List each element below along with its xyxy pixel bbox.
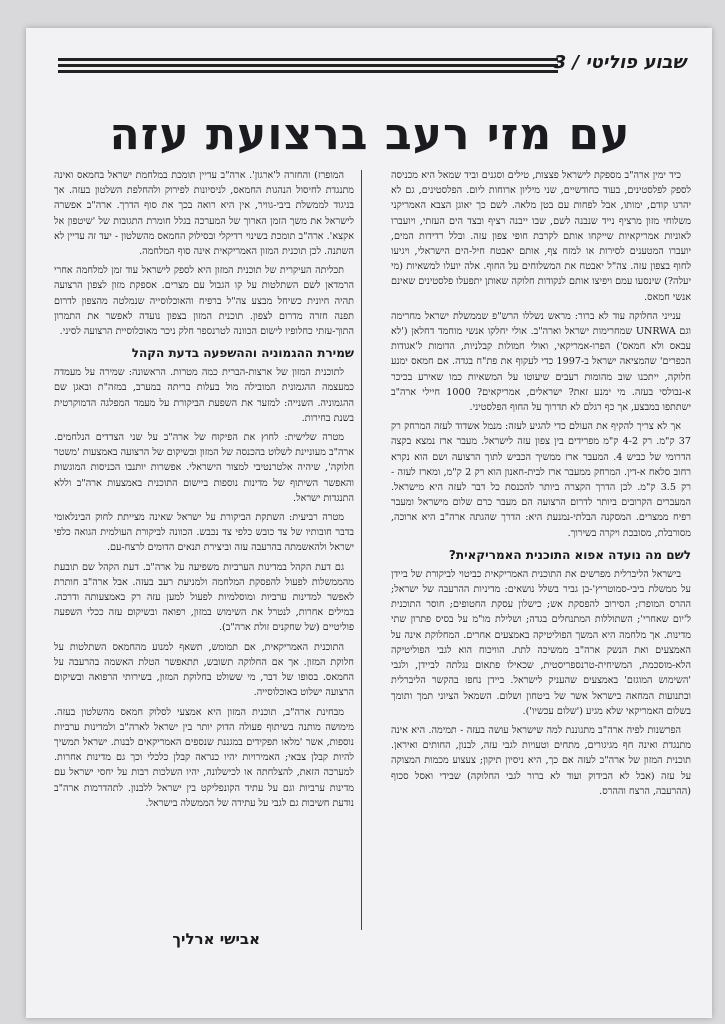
- paragraph: תכליתה העיקרית של תוכנית המזון היא לספק לישראל עוד זמן למלחמה אחרי הרמדאן לשם השתלטות על קו הגבול עם מצרים. אספקת מזון לצפון הרצועה תהיה חיונית כשיחל מבצע צה"ל ברפיח והאוכלוסייה שנמלטה מהצפון לדרום תפנה חזרה מדרום לצפון. תוכנית המזון בצפון נועדה לאפשר את התמרון התוך-עזתי כחלופיו לישום הכוונה לטרנספר חלק ניכר מאוכלוסיית הרצועה לסיני.: [54, 265, 354, 338]
- author-byline: אבישי ארליך: [172, 930, 260, 948]
- header-rule: [58, 58, 558, 61]
- paragraph: מבחינת ארה"ב, תוכנית המזון היא אמצעי לסלוק חמאס מהשלטון בעזה. מימושה מותנה בשיתוף פעולה הדוק יותר בין ישראל לארה"ב ולמדינות ערביות נוספות, אשר 'מלאו תפקידים במגננת שנספים האמריקאים לבנות. ישראל תמשיך להיות קבלן צבאי; האמירויות יהיו כנראה קבלן כלכלי וכך גם מדינות אחרות. למערכה הזאת, להצלחתה או לכישלונה, יהיו השלכות רבות על יחסי ישראל עם מדינות ערביות וגם על עתיד הקונפליקט בין ישראל ללבנון. לתהדרמות ארה"ב נודעת חשיבות גם לגבי על עתידה של הממשלה בישראל.: [54, 706, 354, 809]
- header-rule: [58, 64, 558, 67]
- article-column-right: [391, 168, 691, 918]
- paragraph: המופרז) והחזרה ל'ארגון'. ארה"ב עדיין תומכת במלחמת ישראל בחמאס ואינה מתנגדת לחיסול הנהגות החמאס, לניסיונות לפירוק ולהחלפת השלטון בעזה. אך בניגוד לממשלת ביבי-גוויר, אין היא רואה בכך את סוף הדרך. ארה"ב אפשרה לישראל את משך הזמן הארוך של המערכה בגלל חומרת התגובות של 'שיטפון אל אקצא'. ארה"ב תומכת בשינוי רדיקלי ובסילוק החמאס מהשלטון - יעד זה עדיין לא השתנה. לכן תוכנית המזון האמריקאית אינה סוף המלחמה.: [54, 170, 354, 258]
- paragraph: לתוכנית המזון של ארצות-הברית כמה מטרות. הראשונה: שמירה על מעמדה כמעצמה ההגמונית המובילה מול בעלות בריתה במערב, במזה"ת ובאגן שם ההגמוניה. השנייה: למזער את השפעת הביקורת על מעמד המפלגה הדמוקרטית בשנת בחירות.: [54, 367, 354, 424]
- paragraph: מטרה שלישית: לחוץ את הפיקוח של ארה"ב על שני הצדדים הנלחמים. ארה"ב מעוניינת לשלוט בהכנסה של המזון ובשיקום של הרצועה באמצעות 'משטר חלוקה', שיהיה אלטרנטיבי למצור הישראלי. אפשרות יותנבו הכניסות המוגשות והאפשר השיתוף של מדינות נוספות ביישום התוכנית באמצעות ארה"ב וללא התנגדות ישראל.: [54, 432, 354, 504]
- paragraph: אך לא צריך להקיף את העולם כדי להגיע לעזה: מנמל אשדוד לעזה המרחק רק 37 ק"מ. רק 4-2 ק"מ מפרידים בין צפון עזה לישראל. מעבר ארז נמצא בקצה הדרומי של כביש 4. המעבר ארז ממשיך הכביש לתוך הרצועה ושם הוא נקרא רחוב סלאח א-דין. המרחק ממעבר ארז לבית-חאנון הוא רק 2 ק"מ, ומארז לעזה - רק 3.5 ק"מ. לכן הדרך הקצרה ביותר להכנסת כל דבר לעזה היא מישראל. המעברים הקרובים ביותר לדרום הרצועה הם מעבר כרם שלום מישראל ומעבר רפיח ממצרים. המסקנה הבלתי-נמנעת היא: הדרך שהגתה ארה"ב היא ארוכה, מסורבלת, מסובכת ויקרה בשירוך.: [391, 421, 691, 539]
- paragraph: מטרה רביעית: השתקת הביקורת על ישראל שאינה מצייתת לחוק הבינלאומי בדבר חובותיו של צד כובש כלפי צד נכבש. הכוונה לביקורת העולמית הגואה כלפי ישראל ולהאשמתה בהרעבה עזה וביצירת תנאים הדומים לרצח-עם.: [54, 512, 354, 554]
- paragraph: התוכנית האמריקאית, אם תמומש, תשאף למנוע מהחמאס השתלטות על חלוקת המזון. אך אם החלוקה תשובש, תתאפשר הטלת האשמה בהרעבה על החמאס. בסופו של דבר, מי ששולט בחלוקת המזון, בשירותי הרפואה ובשיקום הרצועה ישלוט באוכלוסייה.: [54, 641, 354, 699]
- section-subheading: לשם מה נועדה אפוא התוכנית האמריקאית?: [448, 547, 691, 562]
- section-header: [58, 52, 694, 80]
- section-subheading: שמירת ההגמוניה וההשפעה בדעת הקהל: [131, 346, 354, 361]
- section-label: שבוע פוליטי / 3: [553, 52, 686, 73]
- paragraph: בישראל הליברלית מפרשים את התוכנית האמריקאית כביטוי לביקורת של ביידן על ממשלת ביבי-סמוטריץ'-בן גביר בשלל נושאים: מדיניות ההרעבה של ישראל; ההרס המופרז; הסירוב להפסקת אש; כישלון עסקת החטופים; חוסר התוכנית ל'יום שאחרי'; השתוללות המתנחלים בגדה; ושלילת מו"מ על בסיס פתרון שתי מדינות. אך מלחמה היא המשך הפוליטיקה באמצעים אחרים. המחלוקת אינה על האמצעים ואת הנשק ארה"ב ממשיכה לתת. הוויכוח הוא לגבי הפוליטיקה הלא-מוסכמת, המשיחית-טרנספריסטית, שכאילו פתאום נגלתה לביידן, ולגבי 'השימוש המוגזם' באמצעים שהעניק לישראל. ביידן נחפז בהקשר הליברלית ובתנועות המחאה בישראל אשר של ביטחון ושלום. השמאל הציוני תמך ותומך בשלום האמריקאי שלא מגיע ('שלום עכשיו').: [391, 568, 691, 717]
- paragraph: כיד ימין ארה"ב מספקת לישראל פצצות, טילים וסגנים וביד שמאל היא מכניסה לספק לפלסטינים, בעוד כחודשיים, שני מיליון ארוחות ליום. הפלסטינים, גם לא יהרגו קודם, ימותו, אבל לפחות עם בטן מלאה. לשם כך יאוגן הצבא האמריקני משלוחי מזון מרציף נייד שנבנה לשם, שבו ייבנה רציף ובצד הים העזתי, ויועברו לאוניות אמריקאיות שייקחו אותם לקרבת חופי צפון עזה. ובלל רדידות המים, יועברו המטענים לסירות או למזח צף, אותם יאבטח חיל-הים הישראלי, ויגיעו לחוף בצפון עזה. צה"ל יאבטח את המשלוחים על החוף. אלה יועלו למשאיות (מי יעלה?) שינסעו עמם ויפיצו אותם לנקודות חלוקה שאותן יתפעלו פלסטינים שאינם אנשי חמאס.: [391, 170, 691, 303]
- header-rule: [58, 70, 558, 73]
- column-divider: [361, 170, 362, 930]
- paragraph: הפרשנות לפיה ארה"ב מתגוננת למה שישראל עושה בעזה - תמימה. היא אינה מתנגדת ואינה חף מגיגורים, מתחים וטעויות לגבי עזה, לבנון, החותים ואיראן. תוכנית המזון של ארה"ב לעזה אם כך, היא ניסיון תיקון; צעצוע מכמות המצוקה על עזה (אבל לא הבידוק ועוד לא ברור לגבי החלוקה) שבידי ואסל סכוף (ההרעבה, הרצח וההרס.: [391, 724, 691, 797]
- article-column-left: [54, 168, 354, 918]
- paragraph: גם דעת הקהל במדינות הערביות משפיעה על ארה"ב. דעת הקהל שם תובעת מהממשלות לפעול להפסקת המלחמה ולמניעת רעב בעזה. אבל ארה"ב חותרת לאפשר למדינות ערביות ומוסלמיות לפעול למען עזה רק באמצעותה ודרכה. במילים אחרות, לנטרל את השימוש במזון, רפואה ובשיקום עזה ככלי השפעה פוליטיים (של שחקנים זולת ארה"ב).: [54, 561, 354, 634]
- paragraph: ענייני החלוקה עוד לא ברור: מראש נשללו הרש"פ שממשלת ישראל מחרימה וגם UNRWA שמחרימות ישראל וארה"ב. אולי יחלקו אנשי מוחמד דחלאן ('לא עבאס ולא חמאס') הפרו-אמריקאי, ואולי חמולות קבלניות, הדומות ל'אגודות הכפרים' שהמציאה ישראל ב-1997 כדי לעקוף את פת"ח בגדה. אם חמאס ימנע חלוקה, ייתכנו שוב מהומות רעבים שיעוטו על המשאיות כמו שאירע בכיכר א-נבולסי בעזה. מי ימנע זאת? ישראלים, אמריקאים? 1000 חיילי ארה"ב ישתתפו במבצע, אך כף רגלם לא תדרוך על החוף הפלסטיני.: [391, 310, 691, 414]
- article-headline: עם מזי רעב ברצועת עזה: [109, 109, 631, 160]
